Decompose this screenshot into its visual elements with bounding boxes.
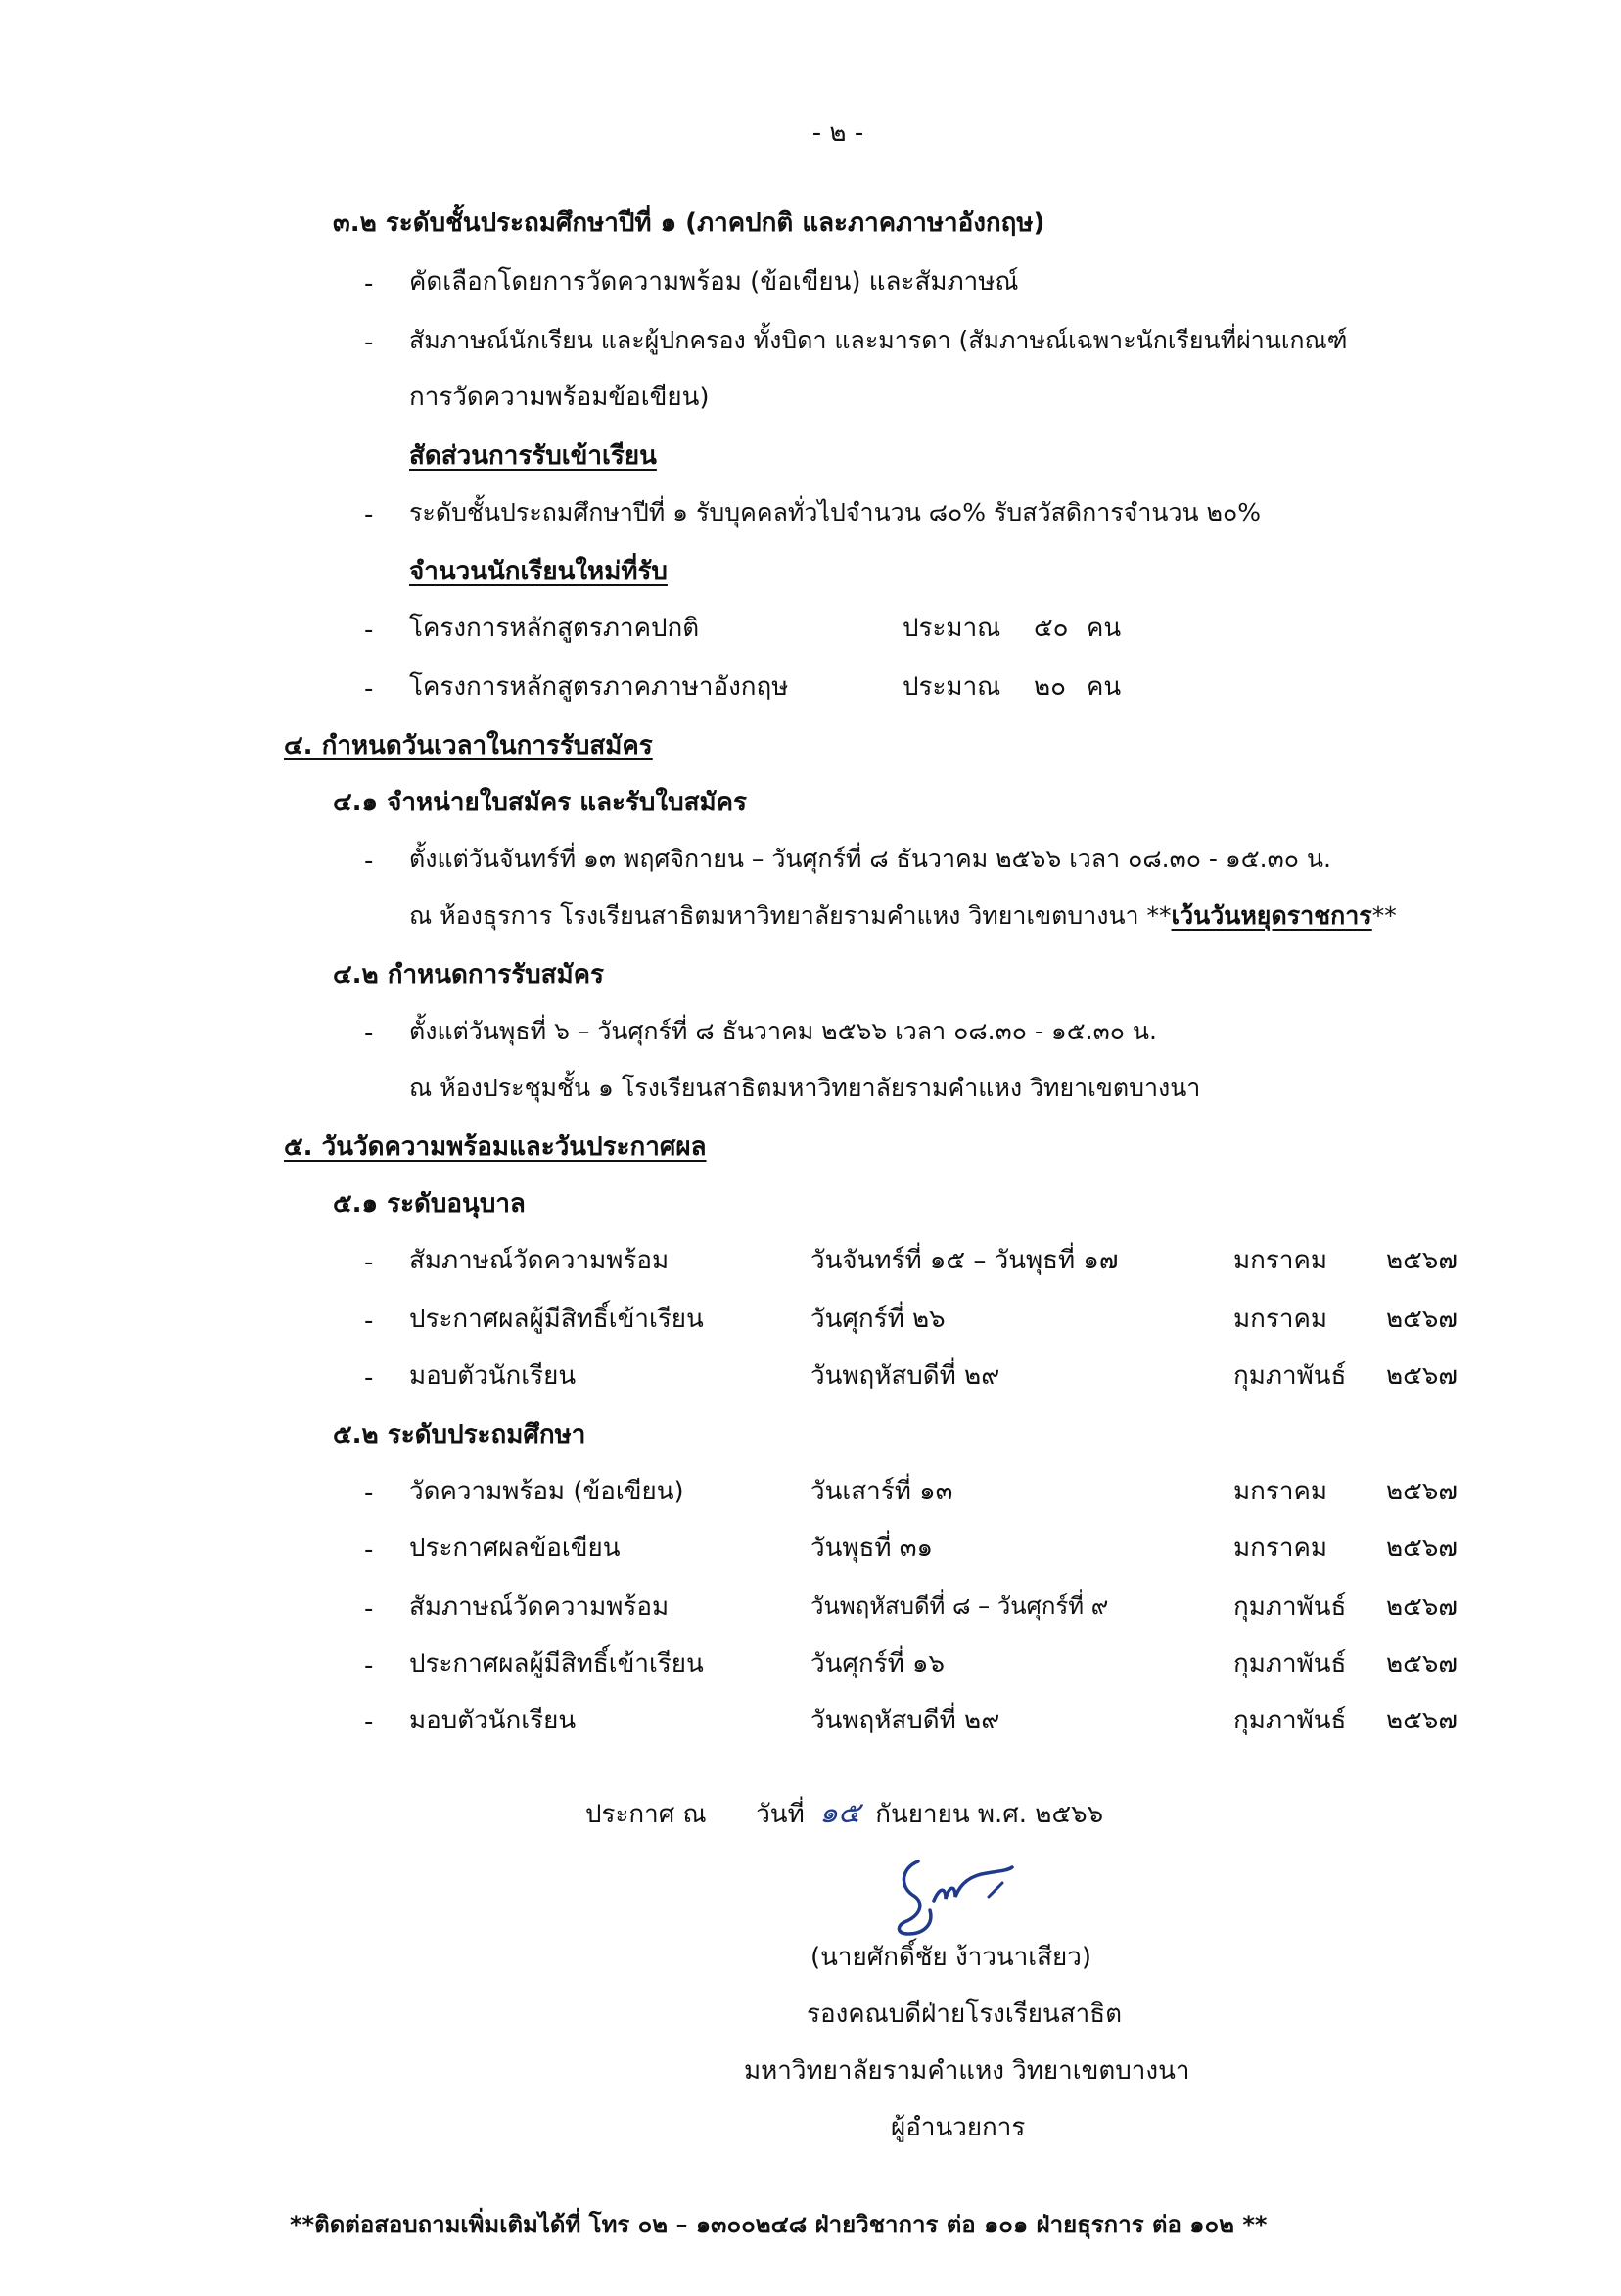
- ratio-text: ระดับชั้นประถมศึกษาปีที่ ๑ รับบุคคลทั่วไปจำนวน ๘๐% รับสวัสดิการจำนวน ๒๐%: [409, 498, 1262, 527]
- intake-count: ๒๐: [1034, 672, 1067, 702]
- bullet-dash: -: [364, 1248, 374, 1277]
- s42-line1: ตั้งแต่วันพุธที่ ๖ – วันศุกร์ที่ ๘ ธันวาคม ๒๕๖๖ เวลา ๐๘.๓๐ - ๑๕.๓๐ น.: [409, 1017, 1157, 1045]
- page-number: - ๒ -: [811, 118, 864, 148]
- schedule-year: ๒๕๖๗: [1386, 1592, 1458, 1622]
- schedule-year: ๒๕๖๗: [1386, 1534, 1458, 1563]
- schedule-year: ๒๕๖๗: [1386, 1361, 1458, 1391]
- s41-line1: ตั้งแต่วันจันทร์ที่ ๑๓ พฤศจิกายน – วันศุกร์ที่ ๘ ธันวาคม ๒๕๖๖ เวลา ๐๘.๓๐ - ๑๕.๓๐ น.: [409, 845, 1331, 873]
- signatory-name: (นายศักดิ์ชัย ง้าวนาเสียว): [810, 1943, 1092, 1972]
- section-5-heading: ๕. วันวัดความพร้อมและวันประกาศผล: [284, 1132, 707, 1162]
- bullet-dash: -: [364, 1019, 374, 1048]
- schedule-month: มกราคม: [1233, 1534, 1327, 1563]
- intake-unit: คน: [1087, 672, 1122, 702]
- signatory-title-3: ผู้อำนวยการ: [891, 2113, 1026, 2142]
- bullet-dash: -: [364, 328, 374, 357]
- schedule-activity: ประกาศผลข้อเขียน: [409, 1534, 621, 1563]
- signatory-title-1: รองคณบดีฝ่ายโรงเรียนสาธิต: [807, 1999, 1122, 2029]
- schedule-activity: สัมภาษณ์วัดความพร้อม: [409, 1246, 670, 1275]
- bullet-dash: -: [364, 1536, 374, 1565]
- schedule-month: กุมภาพันธ์: [1233, 1706, 1347, 1735]
- bullet-dash: -: [364, 1594, 374, 1624]
- s32-bullet-1: คัดเลือกโดยการวัดความพร้อม (ข้อเขียน) และสัมภาษณ์: [409, 267, 1019, 297]
- schedule-activity: มอบตัวนักเรียน: [409, 1706, 577, 1735]
- signature-icon: [891, 1838, 1038, 1946]
- ratio-title: สัดส่วนการรับเข้าเรียน: [409, 441, 657, 471]
- schedule-day: วันพุธที่ ๓๑: [810, 1534, 934, 1563]
- signatory-title-2: มหาวิทยาลัยรามคำแหง วิทยาเขตบางนา: [744, 2056, 1190, 2086]
- schedule-day: วันเสาร์ที่ ๑๓: [810, 1477, 953, 1506]
- schedule-activity: สัมภาษณ์วัดความพร้อม: [409, 1592, 670, 1622]
- schedule-month: มกราคม: [1233, 1246, 1327, 1275]
- schedule-year: ๒๕๖๗: [1386, 1477, 1458, 1506]
- schedule-month: กุมภาพันธ์: [1233, 1649, 1347, 1678]
- s41-line2-text: ณ ห้องธุรการ โรงเรียนสาธิตมหาวิทยาลัยรามคำแหง วิทยาเขตบางนา **: [409, 901, 1172, 930]
- schedule-day: วันจันทร์ที่ ๑๕ – วันพุธที่ ๑๗: [810, 1246, 1119, 1275]
- intake-title: จำนวนนักเรียนใหม่ที่รับ: [409, 557, 668, 586]
- holiday-note: เว้นวันหยุดราชการ: [1171, 901, 1372, 930]
- schedule-day: วันศุกร์ที่ ๑๖: [810, 1649, 945, 1678]
- contact-footer: **ติดต่อสอบถามเพิ่มเติมได้ที่ โทร ๐๒ – ๑๓๐๐๒๔๘ ฝ่ายวิชาการ ต่อ ๑๐๑ ฝ่ายธุรการ ต่อ ๑๐๒ **: [290, 2211, 1268, 2238]
- bullet-dash: -: [364, 1307, 374, 1336]
- schedule-activity: มอบตัวนักเรียน: [409, 1361, 577, 1391]
- bullet-dash: -: [364, 500, 374, 529]
- bullet-dash: -: [364, 1708, 374, 1737]
- schedule-month: มกราคม: [1233, 1305, 1327, 1334]
- schedule-day: วันพฤหัสบดีที่ ๒๙: [810, 1361, 1000, 1391]
- intake-program: โครงการหลักสูตรภาคภาษาอังกฤษ: [409, 672, 789, 702]
- bullet-dash: -: [364, 1651, 374, 1680]
- schedule-year: ๒๕๖๗: [1386, 1305, 1458, 1334]
- bullet-dash: -: [364, 674, 374, 704]
- schedule-activity: ประกาศผลผู้มีสิทธิ์เข้าเรียน: [409, 1305, 704, 1334]
- announcement-month-year: กันยายน พ.ศ. ๒๕๖๖: [875, 1800, 1104, 1829]
- section-4-1-heading: ๔.๑ จำหน่ายใบสมัคร และรับใบสมัคร: [333, 788, 747, 817]
- section-3-2-heading: ๓.๒ ระดับชั้นประถมศึกษาปีที่ ๑ (ภาคปกติ และภาคภาษาอังกฤษ): [333, 208, 1045, 238]
- announcement-prefix: ประกาศ ณ: [585, 1800, 707, 1829]
- s41-line2-end: **: [1371, 901, 1397, 930]
- announcement-day-label: วันที่: [756, 1800, 805, 1829]
- bullet-dash: -: [364, 847, 374, 876]
- schedule-day: วันศุกร์ที่ ๒๖: [810, 1305, 946, 1334]
- signature: [891, 1838, 1038, 1946]
- announcement-line: [585, 1797, 1103, 1831]
- s32-bullet-2-line1: สัมภาษณ์นักเรียน และผู้ปกครอง ทั้งบิดา และมารดา (สัมภาษณ์เฉพาะนักเรียนที่ผ่านเกณฑ์: [409, 326, 1348, 354]
- s32-bullet-2-line2: การวัดความพร้อมข้อเขียน): [409, 383, 710, 412]
- bullet-dash: -: [364, 269, 374, 298]
- intake-program: โครงการหลักสูตรภาคปกติ: [409, 614, 700, 643]
- schedule-day: วันพฤหัสบดีที่ ๘ – วันศุกร์ที่ ๙: [810, 1592, 1109, 1620]
- section-4-2-heading: ๔.๒ กำหนดการรับสมัคร: [333, 960, 605, 989]
- schedule-day: วันพฤหัสบดีที่ ๒๙: [810, 1706, 1000, 1735]
- intake-approx: ประมาณ: [903, 672, 1001, 702]
- schedule-activity: ประกาศผลผู้มีสิทธิ์เข้าเรียน: [409, 1649, 704, 1678]
- s41-line2: [409, 902, 1397, 931]
- bullet-dash: -: [364, 616, 374, 645]
- schedule-month: มกราคม: [1233, 1477, 1327, 1506]
- announcement-day-handwritten: ๑๕: [819, 1796, 860, 1830]
- section-5-2-heading: ๕.๒ ระดับประถมศึกษา: [333, 1420, 586, 1449]
- schedule-year: ๒๕๖๗: [1386, 1706, 1458, 1735]
- intake-unit: คน: [1087, 614, 1122, 643]
- intake-approx: ประมาณ: [903, 614, 1001, 643]
- schedule-year: ๒๕๖๗: [1386, 1246, 1458, 1275]
- schedule-month: กุมภาพันธ์: [1233, 1592, 1347, 1622]
- s42-line2: ณ ห้องประชุมชั้น ๑ โรงเรียนสาธิตมหาวิทยาลัยรามคำแหง วิทยาเขตบางนา: [409, 1074, 1201, 1102]
- schedule-month: กุมภาพันธ์: [1233, 1361, 1347, 1391]
- schedule-year: ๒๕๖๗: [1386, 1649, 1458, 1678]
- intake-count: ๕๐: [1034, 614, 1069, 643]
- section-5-1-heading: ๕.๑ ระดับอนุบาล: [333, 1189, 526, 1218]
- bullet-dash: -: [364, 1363, 374, 1393]
- bullet-dash: -: [364, 1479, 374, 1508]
- section-4-heading: ๔. กำหนดวันเวลาในการรับสมัคร: [284, 731, 653, 760]
- schedule-activity: วัดความพร้อม (ข้อเขียน): [409, 1477, 684, 1506]
